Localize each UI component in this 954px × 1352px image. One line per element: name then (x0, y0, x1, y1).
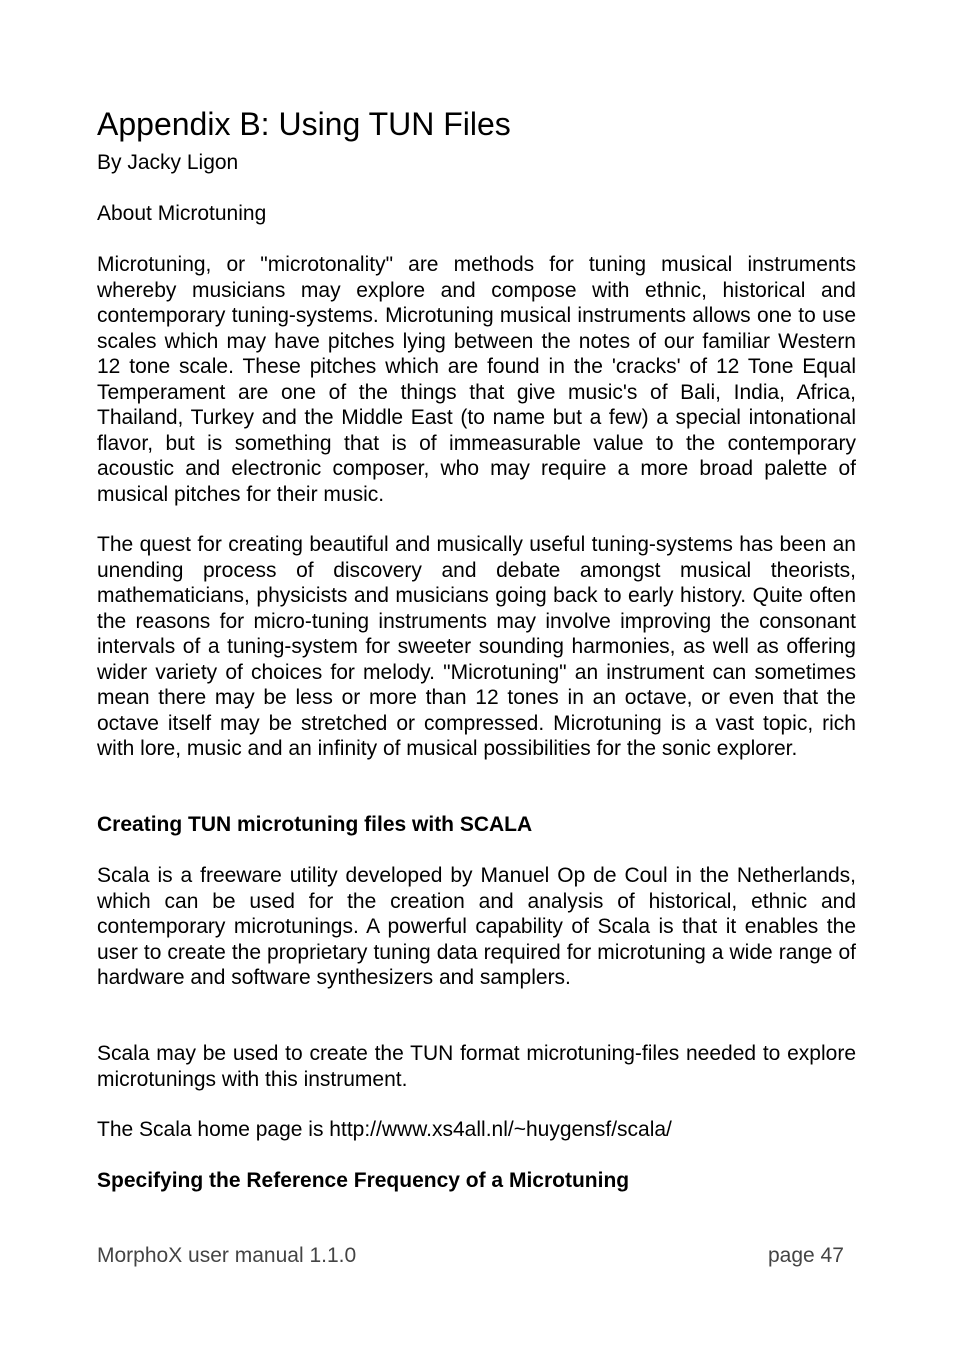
author-byline: By Jacky Ligon (97, 151, 239, 174)
section-heading-reference-frequency: Specifying the Reference Frequency of a Microtuning (97, 1169, 630, 1192)
paragraph-scala-tun: Scala may be used to create the TUN format microtuning-files needed to explore microtunings with this instrument. (97, 1042, 856, 1091)
footer-manual-title: MorphoX user manual 1.1.0 (97, 1244, 357, 1267)
paragraph-microtuning-intro: Microtuning, or "microtonality" are methods for tuning musical instruments whereby musicians may explore and compose with ethnic, historical and contemporary tuning-systems. Microtuning musical instruments allows one to use scales which may have pitches lying between the notes of our familiar Western 12 tone scale. These pitches which are found in the 'cracks' of 12 Tone Equal Temperament are one of the things that give music's of Bali, India, Africa, Thailand, Turkey and the Middle East (to name but a few) a special intonational flavor, but is something that is of immeasurable value to the contemporary acoustic and electronic composer, who may require a more broad palette of musical pitches for their music. (97, 253, 856, 506)
section-heading-scala: Creating TUN microtuning files with SCALA (97, 813, 533, 836)
paragraph-scala-homepage: The Scala home page is http://www.xs4all.nl/~huygensf/scala/ (97, 1118, 672, 1141)
page-title: Appendix B: Using TUN Files (97, 106, 511, 142)
paragraph-tuning-history: The quest for creating beautiful and musically useful tuning-systems has been an unending process of discovery and debate amongst musical theorists, mathematicians, physicists and musicians going back to early history. Quite often the reasons for micro-tuning instruments may involve improving the consonant intervals of a tuning-system for sweeter sounding harmonies, as well as offering wider variety of choices for melody. "Microtuning" an instrument can sometimes mean there may be less or more than 12 tones in an octave, or even that the octave itself may be stretched or compressed. Microtuning is a vast topic, rich with lore, music and an infinity of musical possibilities for the sonic explorer. (97, 533, 856, 760)
section-heading-about: About Microtuning (97, 202, 267, 225)
paragraph-scala-description: Scala is a freeware utility developed by Manuel Op de Coul in the Netherlands, which can be used for the creation and analysis of historical, ethnic and contemporary microtunings. A powerful capability of Scala is that it enables the user to create the proprietary tuning data required for microtuning a wide range of hardware and software synthesizers and samplers. (97, 864, 856, 989)
footer-page-number: page 47 (768, 1244, 844, 1267)
